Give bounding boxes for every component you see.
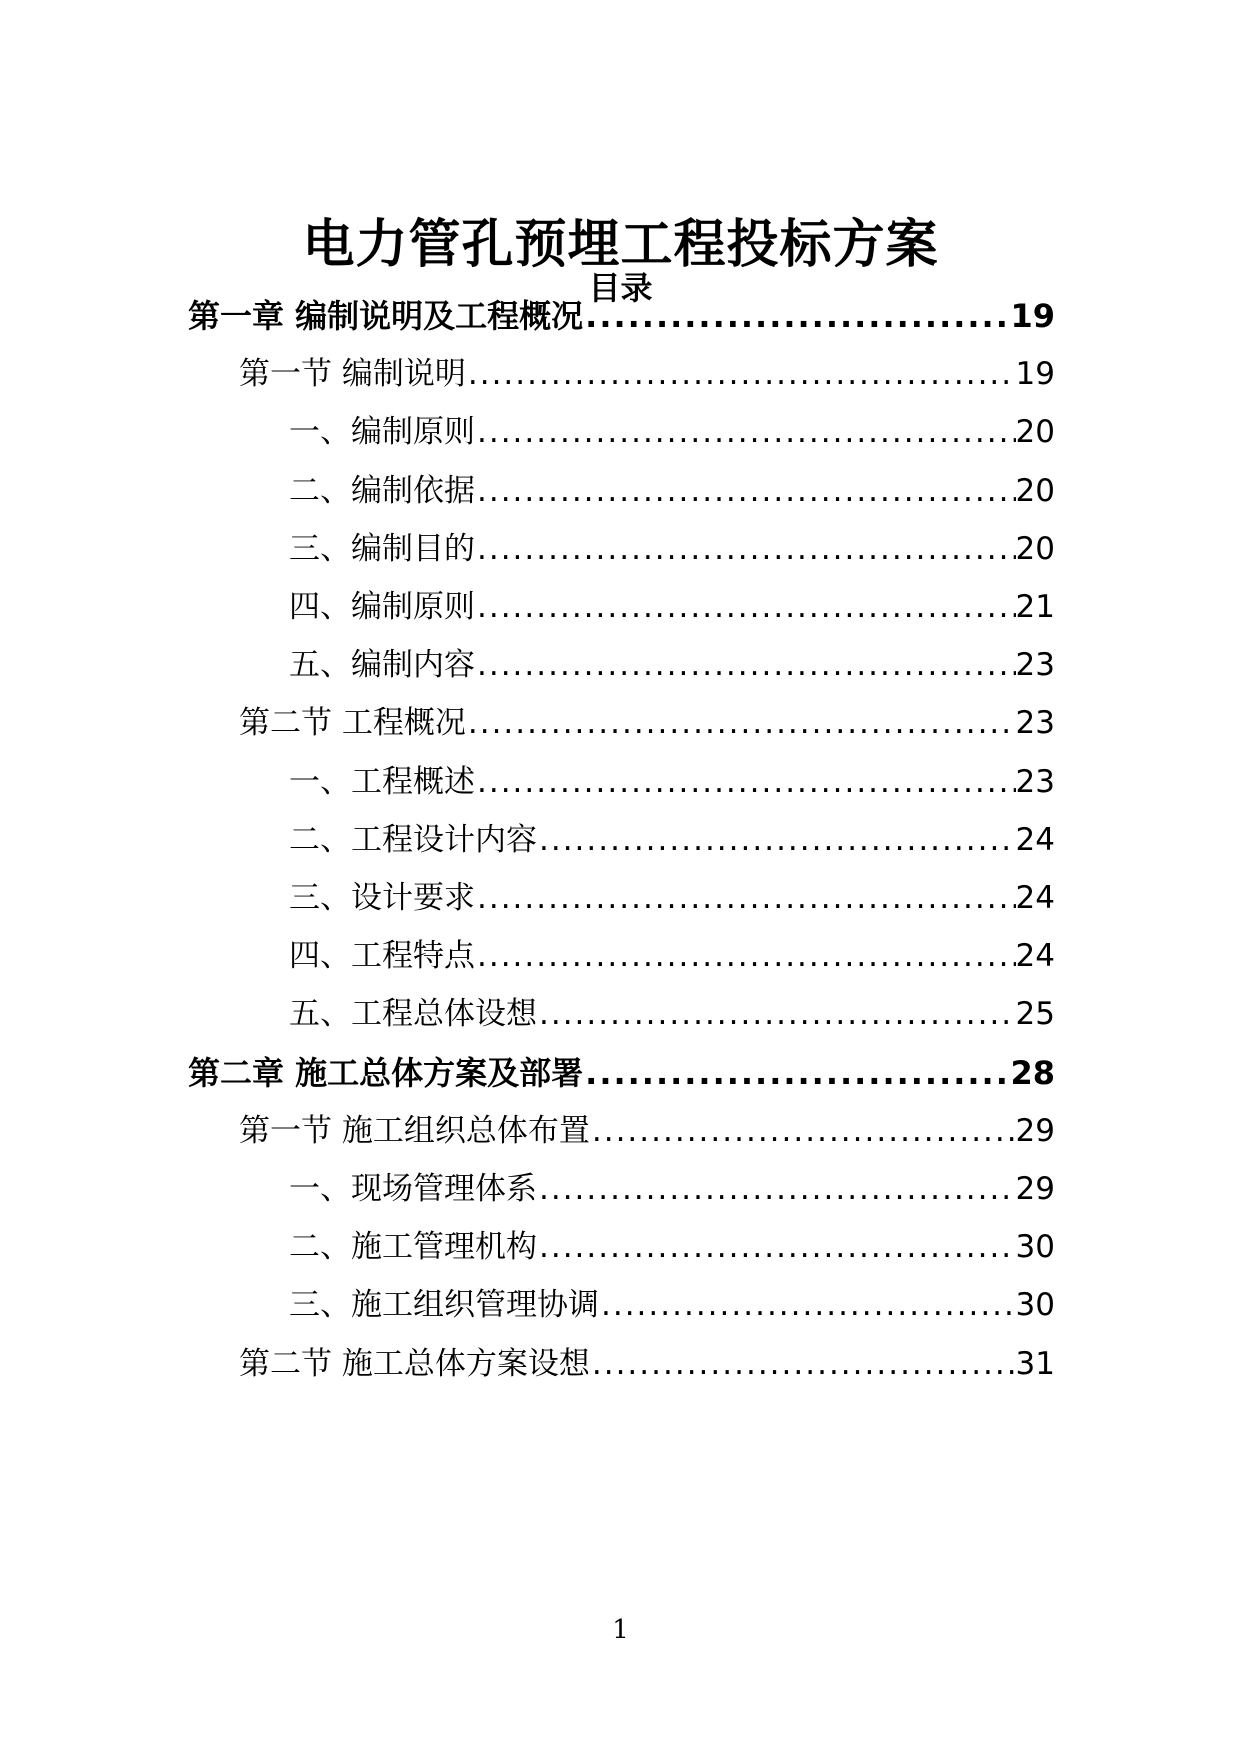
toc-entry[interactable] [289,992,1055,1036]
toc-entry-label: 第二节 施工总体方案设想 [239,1346,590,1382]
toc-dot-leader [475,876,1016,920]
toc-entry[interactable] [188,294,1055,338]
toc-dot-leader [475,760,1016,804]
toc-entry[interactable] [239,352,1055,396]
toc-entry-label: 第一章 编制说明及工程概况 [188,297,584,335]
toc-entry-page: 24 [1015,822,1055,858]
toc-entry-page: 20 [1015,473,1055,509]
toc-entry-page: 28 [1010,1054,1055,1092]
toc-entry[interactable] [289,410,1055,454]
toc-entry-label: 五、工程总体设想 [289,996,537,1032]
toc-entry[interactable] [289,1225,1055,1269]
toc-heading: 目录 [588,269,653,307]
toc-entry[interactable] [289,876,1055,920]
toc-entry-page: 29 [1015,1171,1055,1207]
toc-entry-label: 第二节 工程概况 [239,705,466,741]
toc-entry-page: 19 [1010,297,1055,335]
toc-entry-page: 24 [1015,938,1055,974]
toc-entry[interactable] [239,701,1055,745]
toc-entry-label: 一、编制原则 [289,414,475,450]
toc-entry[interactable] [289,643,1055,687]
toc-entry-page: 19 [1015,356,1055,392]
toc-entry[interactable] [289,818,1055,862]
toc-entry-page: 20 [1015,414,1055,450]
toc-entry-label: 一、工程概述 [289,764,475,800]
toc-entry-label: 三、施工组织管理协调 [289,1287,599,1323]
toc-entry-page: 21 [1015,589,1055,625]
toc-entry[interactable] [289,1167,1055,1211]
toc-entry[interactable] [188,1051,1055,1095]
toc-entry-label: 第一节 施工组织总体布置 [239,1113,590,1149]
toc-dot-leader [475,527,1016,571]
toc-dot-leader [537,818,1016,862]
toc-entry-page: 25 [1015,996,1055,1032]
toc-entry-page: 30 [1015,1229,1055,1265]
toc-dot-leader [590,1342,1016,1386]
toc-entry[interactable] [289,760,1055,804]
toc-entry-label: 第二章 施工总体方案及部署 [188,1054,584,1092]
toc-entry[interactable] [289,585,1055,629]
toc-dot-leader [583,1051,1010,1095]
toc-entry[interactable] [289,1283,1055,1327]
toc-entry-label: 三、编制目的 [289,531,475,567]
toc-entry-page: 23 [1015,705,1055,741]
toc-dot-leader [475,585,1016,629]
toc-dot-leader [466,352,1016,396]
toc-dot-leader [537,992,1016,1036]
toc-dot-leader [599,1283,1016,1327]
toc-entry-label: 四、工程特点 [289,938,475,974]
toc-dot-leader [466,701,1016,745]
toc-entry-page: 23 [1015,764,1055,800]
toc-entry[interactable] [289,469,1055,513]
toc-dot-leader [475,410,1016,454]
toc-dot-leader [537,1167,1016,1211]
toc-entry-label: 五、编制内容 [289,647,475,683]
toc-dot-leader [475,643,1016,687]
toc-entry-label: 一、现场管理体系 [289,1171,537,1207]
toc-entry-page: 30 [1015,1287,1055,1323]
toc-entry[interactable] [289,527,1055,571]
toc-dot-leader [475,934,1016,978]
toc-dot-leader [537,1225,1016,1269]
toc-entry-page: 20 [1015,531,1055,567]
toc-dot-leader [583,294,1010,338]
toc-entry-page: 23 [1015,647,1055,683]
toc-entry-label: 二、编制依据 [289,473,475,509]
toc-entry-label: 二、施工管理机构 [289,1229,537,1265]
toc-entry-label: 三、设计要求 [289,880,475,916]
toc-entry[interactable] [239,1342,1055,1386]
toc-entry-label: 第一节 编制说明 [239,356,466,392]
document-title: 电力管孔预埋工程投标方案 [302,214,939,275]
toc-entry[interactable] [239,1109,1055,1153]
toc-entry-label: 四、编制原则 [289,589,475,625]
page-number: 1 [612,1615,629,1645]
toc-entry[interactable] [289,934,1055,978]
toc-dot-leader [590,1109,1016,1153]
toc-entry-page: 29 [1015,1113,1055,1149]
toc-dot-leader [475,469,1016,513]
toc-entry-page: 31 [1015,1346,1055,1382]
toc-entry-label: 二、工程设计内容 [289,822,537,858]
toc-entry-page: 24 [1015,880,1055,916]
